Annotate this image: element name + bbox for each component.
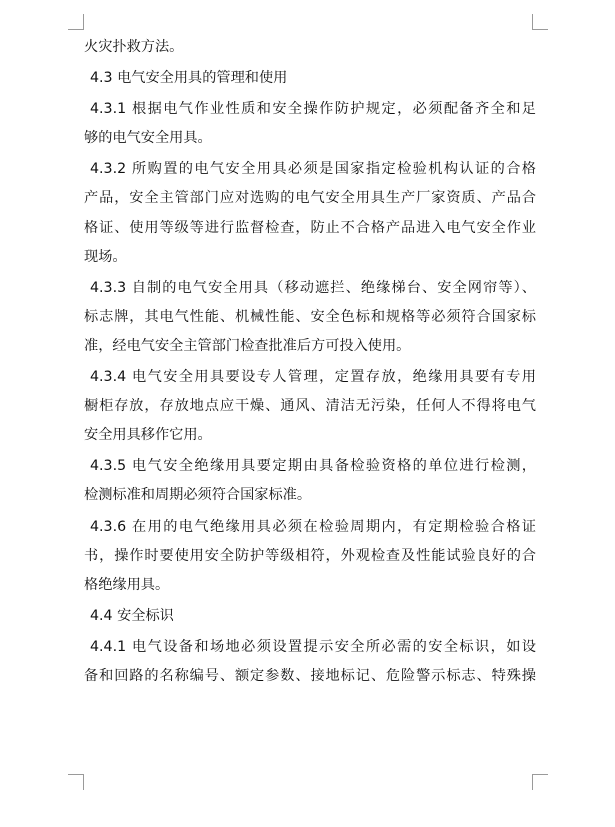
text-line: 火灾扑救方法。	[84, 39, 184, 55]
text-line: 4.3.5 电气安全绝缘用具要定期由具备检验资格的单位进行检测，	[90, 458, 536, 475]
text-line: 4.3.1 根据电气作业性质和安全操作防护规定，必须配备齐全和足	[90, 101, 536, 118]
crop-mark-top-left	[68, 14, 84, 30]
text-line: 4.3.3 自制的电气安全用具（移动遮拦、绝缘梯台、安全网帘等）、	[90, 279, 536, 296]
section-heading: 4.3 电气安全用具的管理和使用	[90, 70, 288, 87]
document-body	[84, 33, 536, 691]
text-line: 标志牌，其电气性能、机械性能、安全色标和规格等必须符合国家标	[84, 308, 536, 325]
crop-mark-top-right	[532, 14, 548, 30]
text-line: 安全用具移作它用。	[84, 427, 212, 444]
text-line: 4.3.4 电气安全用具要设专人管理，定置存放，绝缘用具要有专用	[90, 369, 536, 386]
text-line: 橱柜存放，存放地点应干燥、通风、清洁无污染，任何人不得将电气	[84, 398, 536, 415]
text-line: 4.3.2 所购置的电气安全用具必须是国家指定检验机构认证的合格	[90, 161, 536, 178]
text-line: 够的电气安全用具。	[84, 130, 212, 147]
section-heading: 4.4 安全标识	[90, 607, 174, 624]
text-line: 4.3.6 在用的电气绝缘用具必须在检验周期内，有定期检验合格证	[90, 518, 536, 535]
text-line: 准，经电气安全主管部门检查批准后方可投入使用。	[84, 337, 411, 354]
text-line: 备和回路的名称编号、额定参数、接地标记、危险警示标志、特殊操	[84, 667, 536, 684]
text-line: 书，操作时要使用安全防护等级相符，外观检查及性能试验良好的合	[84, 547, 536, 564]
crop-mark-bottom-left	[68, 774, 84, 790]
text-line: 格证、使用等级等进行监督检查，防止不合格产品进入电气安全作业	[84, 219, 536, 236]
text-line: 检测标准和周期必须符合国家标准。	[84, 487, 312, 504]
crop-mark-bottom-right	[532, 774, 548, 790]
text-line: 4.4.1 电气设备和场地必须设置提示安全所必需的安全标识，如设	[90, 638, 536, 655]
text-line: 现场。	[84, 248, 127, 265]
text-line: 格绝缘用具。	[84, 576, 170, 593]
text-line: 产品，安全主管部门应对选购的电气安全用具生产厂家资质、产品合	[84, 190, 536, 207]
